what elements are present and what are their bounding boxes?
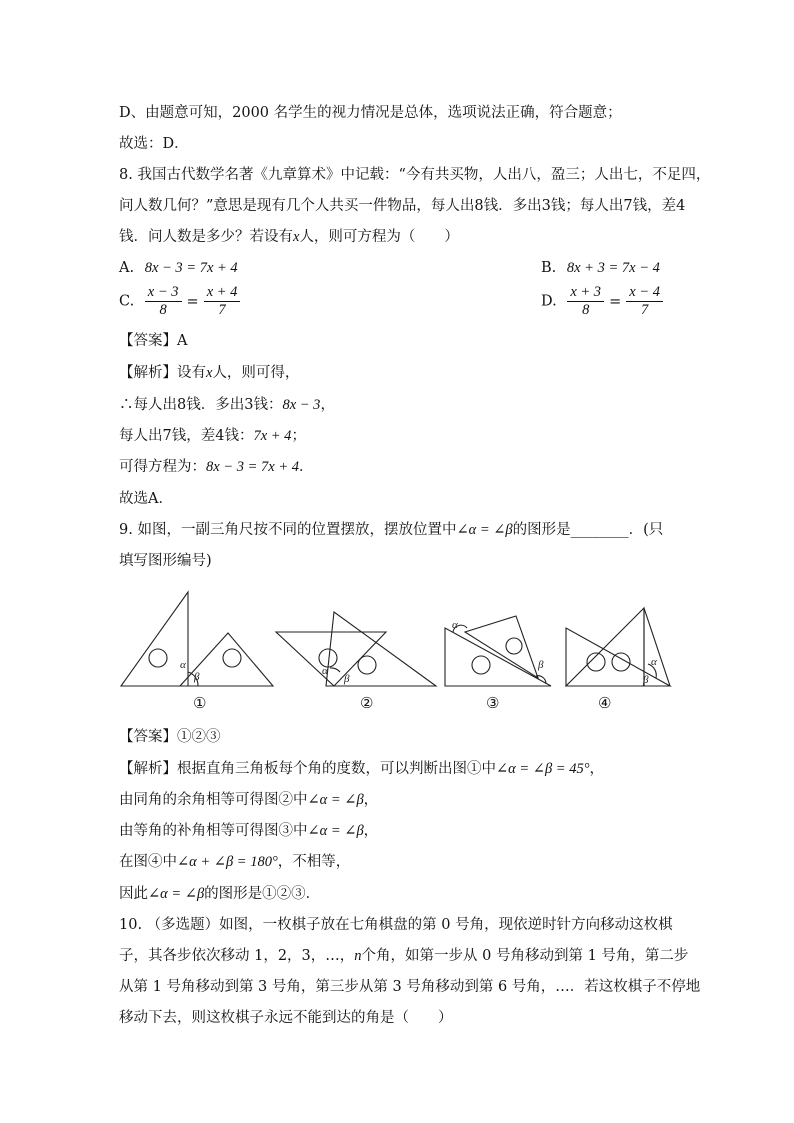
q8-explanation-4: 可得方程为：8x − 3 = 7x + 4． (119, 459, 314, 475)
q9-fig4-beta: β (643, 674, 649, 686)
q8-option-d-label: D. (541, 293, 557, 310)
q9-figure-3 (445, 616, 551, 686)
q8-option-b (541, 258, 660, 278)
q8-line-3-post: 人，则可方程为（ ） (299, 229, 459, 245)
q8-option-c-fraction-right: $\frac{x + 4}{7}$ (204, 284, 241, 319)
q9-fig3-beta: β (538, 659, 544, 671)
q10-line-3: 从第 1 号角移动到第 3 号角，第三步从第 3 号角移动到第 6 号角，…．若这枚棋子不停地 (119, 979, 701, 995)
q8-option-b-eq: 8x + 3 = 7x − 4 (566, 260, 660, 276)
q8-option-c-label: C. (119, 293, 135, 310)
q8-var-x: x (293, 229, 300, 245)
q9-line-1: 9. 如图，一副三角尺按不同的位置摆放，摆放位置中∠α = ∠β的图形是________．(只 (119, 522, 664, 538)
q8-option-d-fraction-right: $\frac{x - 4}{7}$ (626, 284, 663, 319)
q8-option-a (119, 258, 238, 278)
q8-option-c-fraction-left: $\frac{x - 3}{8}$ (145, 284, 182, 319)
q8-option-a-eq: 8x − 3 = 7x + 4 (144, 260, 238, 276)
q10-line-2: 子，其各步依次移动 1，2，3，…，n个角，如第一步从 0 号角移动到第 1 号角，第二步 (119, 948, 689, 964)
q8-choice: 故选A． (119, 491, 173, 507)
q9-fig-label-2: ② (360, 694, 374, 712)
q9-fig2-beta: β (344, 673, 350, 685)
q10-var-n: n (354, 948, 362, 964)
q8-line-3 (119, 227, 459, 247)
q8-option-a-label: A. (119, 260, 135, 276)
q8-option-c (119, 284, 242, 319)
q9-explanation-2: 由同角的余角相等可得图②中∠α = ∠β， (119, 792, 379, 808)
q9-explanation-3: 由等角的补角相等可得图③中∠α = ∠β， (119, 823, 379, 839)
q9-figure-2 (276, 612, 436, 686)
q8-line-1: 8. 我国古代数学名著《九章算术》中记载：“今有共买物，人出八，盈三；人出七，不足四， (119, 167, 711, 183)
q9-fig1-beta: β (194, 671, 200, 683)
q8-explanation-2: ∴每人出8钱．多出3钱：8x − 3， (119, 397, 335, 413)
q8-option-c-equals: = (186, 293, 199, 310)
q8-option-d-fraction-left: $\frac{x + 3}{8}$ (567, 284, 604, 319)
q8-var-x-2: x (206, 365, 213, 381)
q8-explanation-3: 每人出7钱，差4钱：7x + 4； (119, 428, 306, 444)
q9-explanation-4: 在图④中∠α + ∠β = 180°，不相等， (119, 854, 351, 870)
q9-fig2-alpha: α (322, 665, 328, 677)
q10-line-1: 10. （多选题）如图，一枚棋子放在七角棋盘的第 0 号角，现依逆时针方向移动这枚棋 (119, 917, 673, 933)
q9-fig3-alpha: α (452, 619, 458, 631)
q8-option-d (541, 284, 665, 319)
q8-explanation-1: 【解析】设有x人，则可得， (119, 365, 300, 381)
q8-line-3-pre: 钱．问人数是多少？若设有 (119, 229, 293, 245)
q9-explanation-1: 【解析】根据直角三角板每个角的度数，可以判断出图①中∠α = ∠β = 45°， (119, 761, 604, 777)
q10-line-4: 移动下去，则这枚棋子永远不能到达的角是（ ） (119, 1010, 453, 1026)
q8-answer: 【答案】A (119, 333, 188, 349)
q8-line-2: 问人数几何？”意思是现有几个人共买一件物品，每人出8钱．多出3钱；每人出7钱，差4 (119, 198, 686, 214)
q9-fig-label-3: ③ (486, 694, 500, 712)
q9-answer: 【答案】①②③ (119, 729, 221, 745)
q9-triangle-figures (118, 588, 678, 693)
q8-option-b-label: B. (541, 260, 557, 276)
q9-line-2: 填写图形编号) (119, 553, 212, 569)
q9-fig1-alpha: α (180, 659, 186, 671)
q9-fig-label-4: ④ (598, 694, 612, 712)
q9-figure-4 (566, 608, 670, 686)
prev-option-d: D、由题意可知，2000 名学生的视力情况是总体，选项说法正确，符合题意； (119, 105, 622, 121)
q9-explanation-5: 因此∠α = ∠β的图形是①②③． (119, 886, 321, 902)
prev-choice: 故选：D． (119, 136, 189, 152)
q9-fig4-alpha: α (651, 656, 657, 668)
q9-fig-label-1: ① (193, 694, 207, 712)
q8-option-d-equals: = (609, 293, 622, 310)
